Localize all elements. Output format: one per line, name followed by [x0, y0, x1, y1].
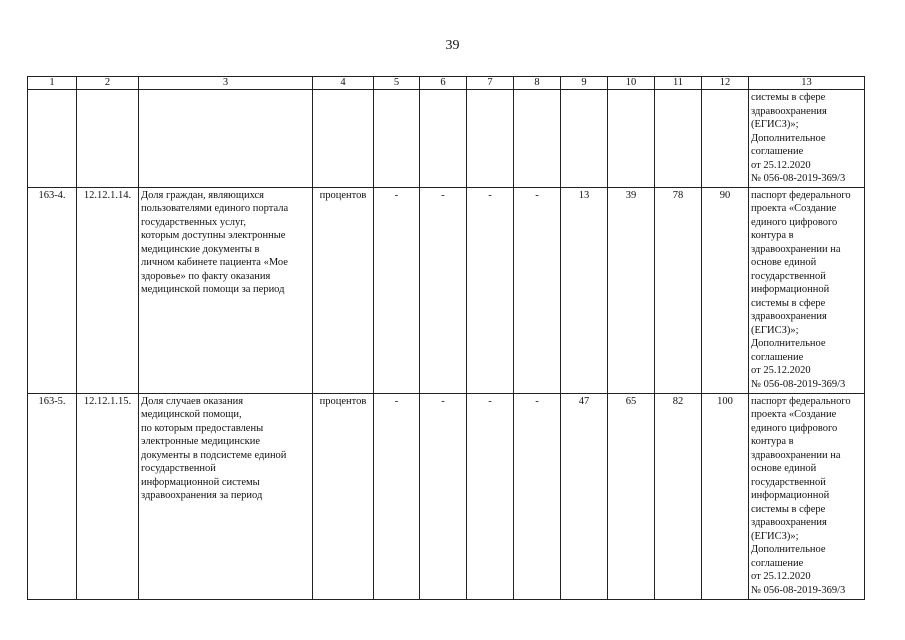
row-number: 163-5.: [28, 393, 77, 599]
indicator-line: Доля граждан, являющихся: [141, 189, 265, 201]
source-line: от 25.12.2020: [751, 159, 811, 171]
header-cell: 2: [77, 77, 139, 90]
source-line: системы в сфере: [751, 503, 826, 515]
unit: процентов: [313, 187, 374, 393]
header-cell: 12: [702, 77, 749, 90]
header-cell: 4: [313, 77, 374, 90]
header-cell: 7: [467, 77, 514, 90]
source-line: Дополнительное: [751, 132, 826, 144]
source-line: Дополнительное: [751, 338, 826, 349]
source-line: проекта «Создание: [751, 409, 837, 420]
source-line: соглашение: [751, 351, 804, 363]
indicator-line: медицинской помощи,: [141, 409, 242, 420]
indicator-description: [139, 393, 313, 599]
indicator-line: здоровье» по факту оказания: [141, 270, 271, 282]
source-line: паспорт федерального: [751, 189, 851, 201]
source-line: № 056-08-2019-369/3: [751, 173, 846, 184]
source-line: соглашение: [751, 557, 804, 569]
source-line: паспорт федерального: [751, 395, 851, 407]
unit: [313, 90, 374, 188]
indicator-line: пользователями единого портала: [141, 203, 289, 214]
value-cell: -: [420, 393, 467, 599]
table-row: [28, 90, 865, 188]
value-cell: 47: [561, 393, 608, 599]
source-line: основе единой: [751, 257, 817, 268]
header-cell: 11: [655, 77, 702, 90]
indicator-line: государственных услуг,: [141, 216, 247, 228]
source-cell: [749, 393, 865, 599]
source-line: единого цифрового: [751, 216, 838, 228]
value-cell: -: [374, 187, 420, 393]
source-line: Дополнительное: [751, 544, 826, 555]
indicator-code: [77, 90, 139, 188]
indicators-table: [27, 76, 865, 600]
header-cell: 10: [608, 77, 655, 90]
value-cell: 39: [608, 187, 655, 393]
value-cell: 78: [655, 187, 702, 393]
source-line: проекта «Создание: [751, 203, 837, 214]
source-line: здравоохранении на: [751, 449, 841, 461]
source-cell: [749, 187, 865, 393]
indicator-line: государственной: [141, 463, 216, 474]
source-line: единого цифрового: [751, 422, 838, 434]
value-cell: 65: [608, 393, 655, 599]
indicator-line: личном кабинете пациента «Мое: [141, 257, 288, 268]
indicator-line: медицинской помощи за период: [141, 284, 285, 295]
header-cell: 8: [514, 77, 561, 90]
row-number: [28, 90, 77, 188]
value-cell: 82: [655, 393, 702, 599]
header-cell: 1: [28, 77, 77, 90]
indicator-description: [139, 90, 313, 188]
source-line: информационной: [751, 490, 830, 501]
source-line: соглашение: [751, 146, 804, 157]
indicator-line: Доля случаев оказания: [141, 395, 244, 407]
header-cell: 5: [374, 77, 420, 90]
indicator-line: электронные медицинские: [141, 436, 261, 447]
value-cell: 100: [702, 393, 749, 599]
value-cell: [608, 90, 655, 188]
source-line: контура в: [751, 436, 794, 447]
row-number: 163-4.: [28, 187, 77, 393]
indicator-line: здравоохранения за период: [141, 490, 263, 501]
source-line: (ЕГИСЗ)»;: [751, 119, 799, 130]
header-cell: 3: [139, 77, 313, 90]
source-line: (ЕГИСЗ)»;: [751, 530, 799, 542]
header-cell: 6: [420, 77, 467, 90]
source-line: здравоохранения: [751, 105, 827, 117]
source-line: здравоохранении на: [751, 243, 841, 255]
value-cell: [514, 90, 561, 188]
header-row: [28, 77, 865, 90]
value-cell: [420, 90, 467, 188]
indicator-line: которым доступны электронные: [141, 230, 286, 241]
source-line: основе единой: [751, 463, 817, 474]
value-cell: [655, 90, 702, 188]
source-line: от 25.12.2020: [751, 571, 811, 582]
indicator-line: информационной системы: [141, 476, 260, 488]
source-line: информационной: [751, 284, 830, 295]
header-cell: 13: [749, 77, 865, 90]
table-row: [28, 393, 865, 599]
source-line: здравоохранения: [751, 517, 827, 528]
source-line: (ЕГИСЗ)»;: [751, 324, 799, 336]
value-cell: [467, 90, 514, 188]
indicator-line: медицинские документы в: [141, 243, 260, 255]
source-line: от 25.12.2020: [751, 365, 811, 376]
header-cell: 9: [561, 77, 608, 90]
indicator-code: 12.12.1.14.: [77, 187, 139, 393]
value-cell: [561, 90, 608, 188]
source-line: государственной: [751, 476, 826, 488]
value-cell: [374, 90, 420, 188]
value-cell: -: [467, 393, 514, 599]
value-cell: 13: [561, 187, 608, 393]
unit: процентов: [313, 393, 374, 599]
source-line: системы в сфере: [751, 297, 826, 309]
value-cell: -: [420, 187, 467, 393]
source-line: № 056-08-2019-369/3: [751, 378, 846, 390]
indicator-description: [139, 187, 313, 393]
indicator-line: по которым предоставлены: [141, 422, 264, 434]
value-cell: -: [514, 393, 561, 599]
source-line: № 056-08-2019-369/3: [751, 584, 846, 596]
value-cell: -: [514, 187, 561, 393]
source-line: здравоохранения: [751, 311, 827, 322]
indicator-line: документы в подсистеме единой: [141, 449, 287, 461]
page-number: 39: [445, 38, 460, 53]
value-cell: [702, 90, 749, 188]
value-cell: -: [467, 187, 514, 393]
source-line: системы в сфере: [751, 92, 826, 103]
table-row: [28, 187, 865, 393]
source-cell: [749, 90, 865, 188]
source-line: государственной: [751, 270, 826, 282]
value-cell: -: [374, 393, 420, 599]
source-line: контура в: [751, 230, 794, 241]
value-cell: 90: [702, 187, 749, 393]
indicator-code: 12.12.1.15.: [77, 393, 139, 599]
